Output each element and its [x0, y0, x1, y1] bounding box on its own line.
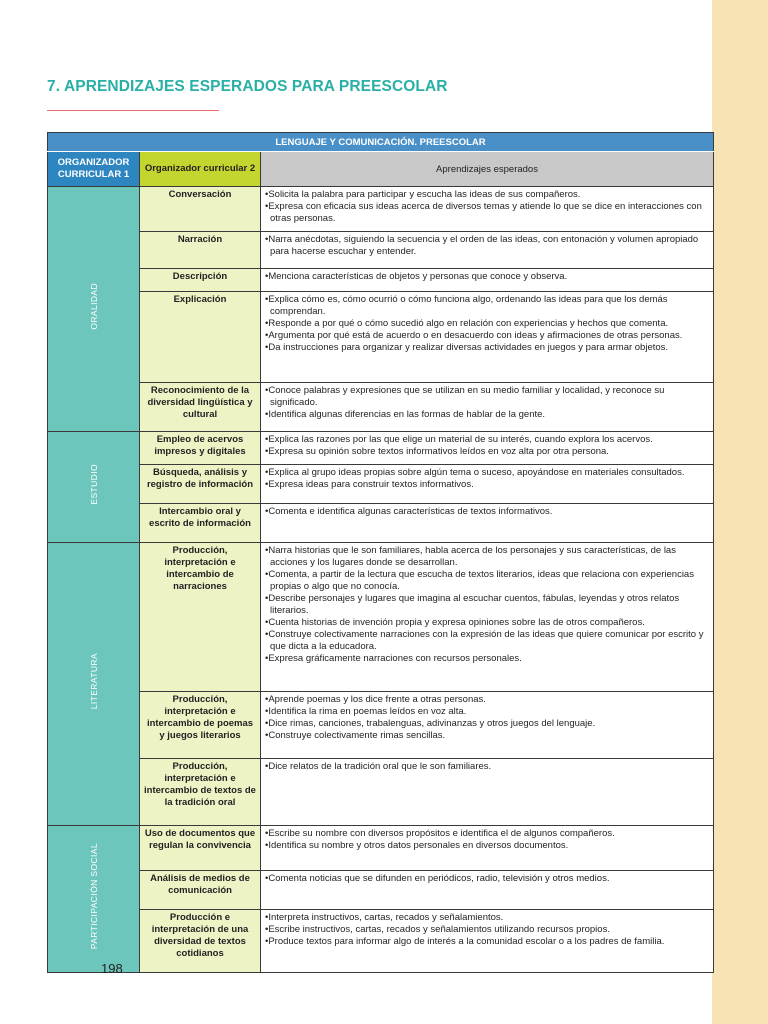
aprendizaje-item [265, 318, 709, 330]
aprendizaje-text: Construye colectivamente rimas sencillas. [268, 730, 446, 741]
aprendizaje-text: Comenta, a partir de la lectura que escucha de textos literarios, ideas que relaciona con experiencias propias o algo que no conocía. [268, 569, 694, 592]
aprendizaje-text: Menciona características de objetos y personas que conoce y observa. [268, 271, 568, 282]
aprendizaje-text: Expresa ideas para construir textos informativos. [268, 479, 474, 490]
table-row [48, 910, 714, 973]
learning-table-container [47, 132, 713, 973]
organizador-2-cell: Búsqueda, análisis y registro de información [140, 465, 261, 504]
organizador-2-cell: Uso de documentos que regulan la convivencia [140, 826, 261, 871]
organizador-1-label: PARTICIPACIÓN SOCIAL [88, 843, 99, 950]
aprendizaje-item [265, 467, 709, 479]
table-row [48, 432, 714, 465]
organizador-2-cell: Reconocimiento de la diversidad lingüística y cultural [140, 383, 261, 432]
aprendizajes-cell [261, 465, 714, 504]
aprendizaje-text: Responde a por qué o cómo sucedió algo en relación con experiencias y hechos que comenta. [268, 318, 669, 329]
aprendizajes-cell [261, 910, 714, 973]
aprendizajes-cell [261, 383, 714, 432]
organizador-2-cell: Descripción [140, 269, 261, 292]
aprendizaje-item [265, 629, 709, 653]
organizador-2-cell: Conversación [140, 187, 261, 232]
aprendizaje-item [265, 271, 709, 283]
aprendizaje-item [265, 409, 709, 421]
bullet-icon: • [265, 201, 269, 212]
page-title: 7. APRENDIZAJES ESPERADOS PARA PREESCOLAR [47, 78, 448, 95]
bullet-icon: • [265, 318, 269, 329]
aprendizajes-cell [261, 692, 714, 759]
organizador-2-cell: Producción, interpretación e intercambio de textos de la tradición oral [140, 759, 261, 826]
aprendizaje-item [265, 873, 709, 885]
aprendizaje-item [265, 385, 709, 409]
organizador-2-cell: Análisis de medios de comunicación [140, 871, 261, 910]
aprendizaje-item [265, 434, 709, 446]
bullet-icon: • [265, 730, 269, 741]
organizador-1-label: ORALIDAD [88, 283, 99, 330]
bullet-icon: • [265, 234, 269, 245]
aprendizaje-text: Escribe instructivos, cartas, recados y señalamientos utilizando recursos propios. [268, 924, 610, 935]
aprendizaje-text: Narra anécdotas, siguiendo la secuencia y el orden de las ideas, con entonación y volumen apropiado para hacerse escuchar y entender. [268, 234, 699, 257]
aprendizaje-text: Conoce palabras y expresiones que se utilizan en su medio familiar y localidad, y reconoce su significado. [268, 385, 665, 408]
organizador-1-cell [48, 826, 140, 973]
aprendizaje-item [265, 330, 709, 342]
table-body [48, 187, 714, 973]
bullet-icon: • [265, 617, 269, 628]
organizador-2-cell: Producción, interpretación e intercambio de narraciones [140, 543, 261, 692]
bullet-icon: • [265, 189, 269, 200]
bullet-icon: • [265, 467, 269, 478]
organizador-2-cell: Producción, interpretación e intercambio de poemas y juegos literarios [140, 692, 261, 759]
bullet-icon: • [265, 385, 269, 396]
aprendizaje-item [265, 718, 709, 730]
table-band-title: LENGUAJE Y COMUNICACIÓN. PREESCOLAR [48, 133, 714, 152]
aprendizaje-item [265, 936, 709, 948]
aprendizajes-cell [261, 432, 714, 465]
header-organizador-2: Organizador curricular 2 [140, 152, 261, 187]
organizador-1-cell [48, 543, 140, 826]
aprendizaje-text: Narra historias que le son familiares, habla acerca de los personajes y sus características, de las acciones y los lugares donde se desarrollan. [268, 545, 676, 568]
aprendizajes-cell [261, 826, 714, 871]
aprendizaje-text: Cuenta historias de invención propia y expresa opiniones sobre las de otros compañeros. [268, 617, 645, 628]
aprendizaje-item [265, 761, 709, 773]
aprendizaje-item [265, 730, 709, 742]
bullet-icon: • [265, 446, 269, 457]
page-number: 198 [101, 961, 123, 976]
bullet-icon: • [265, 409, 269, 420]
aprendizaje-item [265, 506, 709, 518]
bullet-icon: • [265, 828, 269, 839]
organizador-1-label: LITERATURA [88, 653, 99, 710]
aprendizaje-text: Expresa con eficacia sus ideas acerca de diversos temas y atiende lo que se dice en interacciones con otras personas. [268, 201, 702, 224]
aprendizaje-item [265, 912, 709, 924]
aprendizaje-text: Expresa su opinión sobre textos informativos leídos en voz alta por otra persona. [268, 446, 609, 457]
table-row [48, 383, 714, 432]
aprendizaje-item [265, 840, 709, 852]
bullet-icon: • [265, 706, 269, 717]
bullet-icon: • [265, 873, 269, 884]
bullet-icon: • [265, 936, 269, 947]
aprendizaje-text: Comenta e identifica algunas características de textos informativos. [268, 506, 553, 517]
aprendizaje-text: Explica al grupo ideas propias sobre algún tema o suceso, apoyándose en materiales consultados. [268, 467, 685, 478]
bullet-icon: • [265, 718, 269, 729]
table-row [48, 465, 714, 504]
aprendizaje-text: Argumenta por qué está de acuerdo o en desacuerdo con ideas y afirmaciones de otras personas. [268, 330, 683, 341]
aprendizajes-cell [261, 759, 714, 826]
aprendizaje-item [265, 828, 709, 840]
bullet-icon: • [265, 479, 269, 490]
aprendizaje-item [265, 617, 709, 629]
side-strip [712, 0, 768, 1024]
aprendizaje-text: Describe personajes y lugares que imagina al escuchar cuentos, fábulas, leyendas y otros relatos literarios. [268, 593, 680, 616]
title-underline [47, 110, 219, 111]
bullet-icon: • [265, 506, 269, 517]
aprendizaje-item [265, 653, 709, 665]
table-row [48, 692, 714, 759]
aprendizaje-text: Solicita la palabra para participar y escucha las ideas de sus compañeros. [268, 189, 581, 200]
bullet-icon: • [265, 593, 269, 604]
organizador-2-cell: Explicación [140, 292, 261, 383]
aprendizaje-text: Interpreta instructivos, cartas, recados y señalamientos. [268, 912, 504, 923]
aprendizaje-item [265, 593, 709, 617]
aprendizaje-text: Expresa gráficamente narraciones con recursos personales. [268, 653, 522, 664]
aprendizaje-item [265, 694, 709, 706]
aprendizaje-text: Identifica algunas diferencias en las formas de hablar de la gente. [268, 409, 546, 420]
table-row [48, 292, 714, 383]
bullet-icon: • [265, 653, 269, 664]
aprendizaje-item [265, 569, 709, 593]
organizador-1-label: ESTUDIO [88, 464, 99, 505]
bullet-icon: • [265, 569, 269, 580]
aprendizaje-item [265, 201, 709, 225]
bullet-icon: • [265, 342, 269, 353]
aprendizaje-item [265, 189, 709, 201]
organizador-1-cell [48, 432, 140, 543]
organizador-2-cell: Producción e interpretación de una diversidad de textos cotidianos [140, 910, 261, 973]
aprendizaje-text: Aprende poemas y los dice frente a otras personas. [268, 694, 486, 705]
aprendizaje-text: Da instrucciones para organizar y realizar diversas actividades en juegos y para armar objetos. [268, 342, 669, 353]
learning-table [47, 132, 714, 973]
aprendizaje-text: Construye colectivamente narraciones con la expresión de las ideas que quiere comunicar por escrito y que dicta a la educadora. [268, 629, 704, 652]
aprendizaje-item [265, 294, 709, 318]
aprendizaje-item [265, 924, 709, 936]
aprendizajes-cell [261, 269, 714, 292]
aprendizajes-cell [261, 292, 714, 383]
header-organizador-1: ORGANIZADOR CURRICULAR 1 [48, 152, 140, 187]
aprendizaje-text: Dice rimas, canciones, trabalenguas, adivinanzas y otros juegos del lenguaje. [268, 718, 596, 729]
bullet-icon: • [265, 545, 269, 556]
aprendizajes-cell [261, 504, 714, 543]
aprendizaje-item [265, 342, 709, 354]
aprendizaje-item [265, 545, 709, 569]
bullet-icon: • [265, 330, 269, 341]
aprendizaje-item [265, 446, 709, 458]
bullet-icon: • [265, 840, 269, 851]
aprendizajes-cell [261, 871, 714, 910]
aprendizaje-text: Identifica su nombre y otros datos personales en diversos documentos. [268, 840, 569, 851]
bullet-icon: • [265, 434, 269, 445]
aprendizaje-text: Identifica la rima en poemas leídos en voz alta. [268, 706, 467, 717]
table-row [48, 543, 714, 692]
table-row [48, 232, 714, 269]
aprendizajes-cell [261, 187, 714, 232]
bullet-icon: • [265, 629, 269, 640]
table-row [48, 759, 714, 826]
aprendizaje-text: Comenta noticias que se difunden en periódicos, radio, televisión y otros medios. [268, 873, 610, 884]
bullet-icon: • [265, 761, 269, 772]
aprendizaje-text: Explica las razones por las que elige un material de su interés, cuando explora los acervos. [268, 434, 653, 445]
aprendizaje-text: Dice relatos de la tradición oral que le son familiares. [268, 761, 492, 772]
table-row [48, 504, 714, 543]
aprendizaje-item [265, 234, 709, 258]
aprendizajes-cell [261, 232, 714, 269]
organizador-2-cell: Narración [140, 232, 261, 269]
header-aprendizajes: Aprendizajes esperados [261, 152, 714, 187]
bullet-icon: • [265, 912, 269, 923]
aprendizajes-cell [261, 543, 714, 692]
aprendizaje-text: Produce textos para informar algo de interés a la comunidad escolar o a los padres de familia. [268, 936, 665, 947]
bullet-icon: • [265, 271, 269, 282]
organizador-1-cell [48, 187, 140, 432]
aprendizaje-item [265, 706, 709, 718]
table-row [48, 269, 714, 292]
aprendizaje-text: Escribe su nombre con diversos propósitos e identifica el de algunos compañeros. [268, 828, 615, 839]
organizador-2-cell: Intercambio oral y escrito de información [140, 504, 261, 543]
aprendizaje-text: Explica cómo es, cómo ocurrió o cómo funciona algo, ordenando las ideas para que los demás comprendan. [268, 294, 668, 317]
aprendizaje-item [265, 479, 709, 491]
bullet-icon: • [265, 294, 269, 305]
table-row [48, 187, 714, 232]
bullet-icon: • [265, 924, 269, 935]
bullet-icon: • [265, 694, 269, 705]
table-row [48, 871, 714, 910]
table-row [48, 826, 714, 871]
organizador-2-cell: Empleo de acervos impresos y digitales [140, 432, 261, 465]
